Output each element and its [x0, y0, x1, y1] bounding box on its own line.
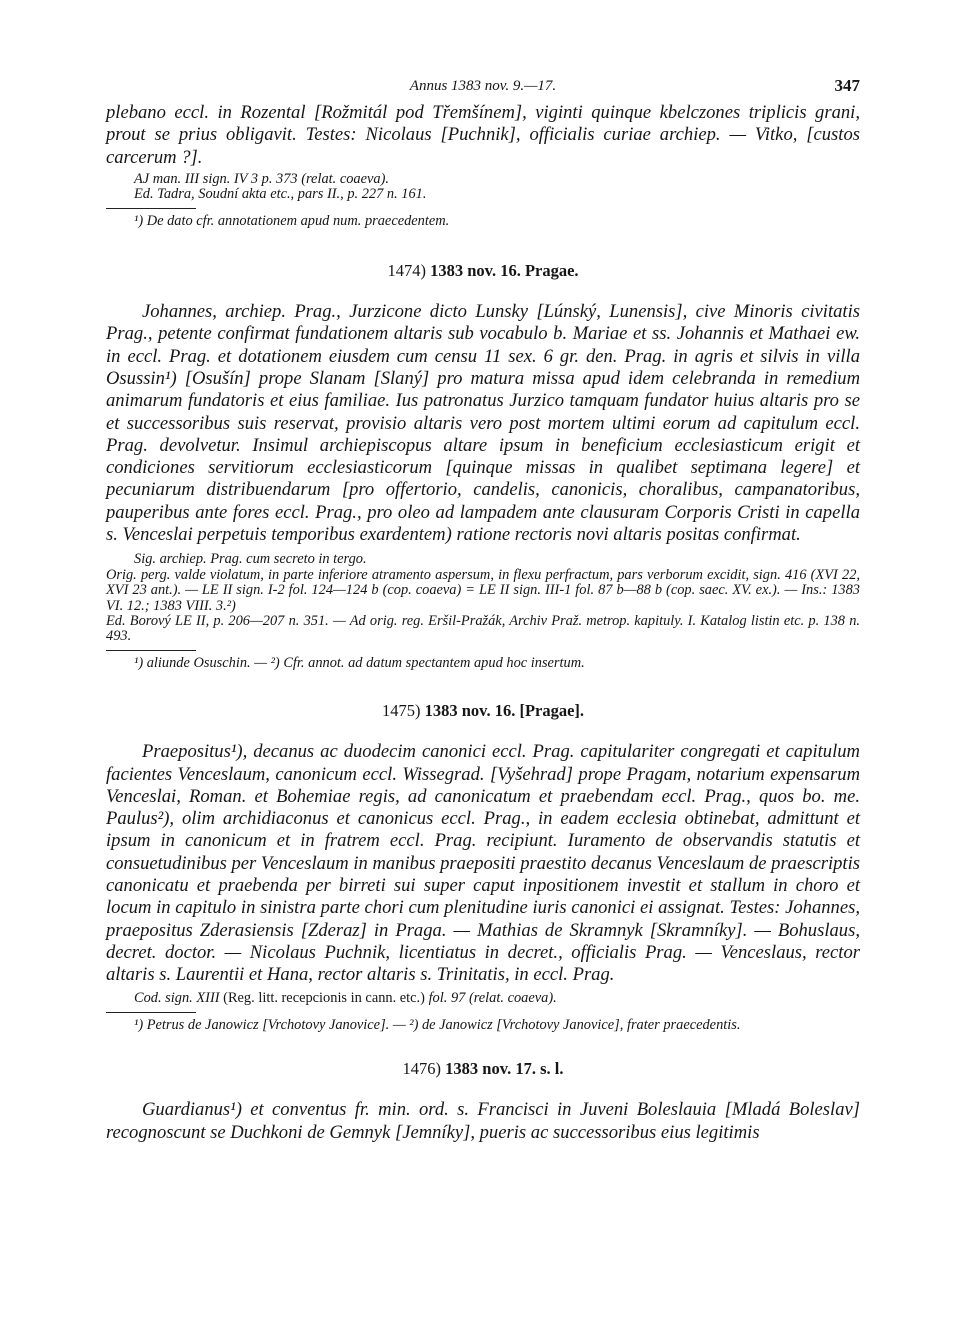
- document-heading: [106, 701, 860, 721]
- document-heading: [106, 1059, 860, 1079]
- document-1475: [106, 701, 860, 1033]
- document-text: Praepositus¹), decanus ac duodecim canonici eccl. Prag. capitulariter congregati et capitulum facientes Venceslaum, canonicum eccl. Wissegrad. [Vyšehrad] prope Pragam, notarium expensarum Venceslai, Roman. et Bohemiae regis, ad canonicatum et praebendam eccl. Prag., quos bo. me. Paulus²), olim archidiaconus et canonicus eccl. Prag., in eadem ecclesia obtinebat, admittunt et ipsum in canonicum et in fratrem eccl. Prag. recipiunt. Iuramento de observandis statutis et consuetudinibus per Venceslaum in manibus praepositi praestito decanus Venceslaum de praescriptis canonicatu et praebenda per birreti sui super caput inpositionem investit et stallum in choro et locum in capitulo in sinistra parte chori cum plenitudine iuris canonici ei assignat. Testes: Johannes, praepositus Zderasiensis [Zderaz] in Praga. — Mathias de Skramnyk [Skramníky]. — Bohuslaus, decret. doctor. — Nicolaus Puchnik, licentiatus in decret., officialis Prag. — Venceslaus, rector altaris s. Laurentii et Hana, rector altaris s. Trinitatis, in eccl. Prag.: [106, 741, 860, 986]
- document-text: plebano eccl. in Rozental [Rožmitál pod Třemšínem], viginti quinque kbelczones triplicis grani, prout se prius obligavit. Testes: Nicolaus [Puchnik], officialis curiae archiep. — Vitko, [custos carcerum ?].: [106, 102, 860, 168]
- footnote-rule: [106, 1012, 196, 1013]
- edition-note: Ed. Tadra, Soudní akta etc., pars II., p. 227 n. 161.: [134, 186, 427, 203]
- document-date: 1383 nov. 16. Pragae.: [430, 261, 579, 281]
- document-heading: [106, 261, 860, 281]
- source-register: (Reg. litt. recepcionis in cann. etc.): [223, 990, 425, 1007]
- document-number: 1475): [381, 701, 421, 721]
- page: [106, 74, 860, 1144]
- document-1474: [106, 261, 860, 671]
- document-number: 1474): [387, 261, 426, 281]
- footnote: ¹) Petrus de Janowicz [Vrchotovy Janovice]. — ²) de Janowicz [Vrchotovy Janovice], frater praecedentis.: [134, 1016, 741, 1033]
- document-date: 1383 nov. 16. [Pragae].: [424, 701, 585, 721]
- footnote: ¹) aliunde Osuschin. — ²) Cfr. annot. ad datum spectantem apud hoc insertum.: [134, 654, 585, 671]
- page-number: 347: [834, 76, 860, 95]
- source-note: AJ man. III sign. IV 3 p. 373 (relat. coaeva).: [134, 170, 389, 187]
- document-number: 1476): [402, 1059, 442, 1079]
- source-folio: fol. 97 (relat. coaeva).: [428, 990, 557, 1007]
- seal-note: Sig. archiep. Prag. cum secreto in tergo.: [134, 551, 367, 568]
- running-head: [106, 74, 860, 100]
- footnote-rule: [106, 650, 196, 651]
- document-text: Guardianus¹) et conventus fr. min. ord. s. Francisci in Juveni Boleslauia [Mladá Boleslav] recognoscunt se Duchkoni de Gemnyk [Jemníky], pueris ac successoribus eius legitimis: [106, 1099, 860, 1143]
- edition-note: Ed. Borový LE II, p. 206—207 n. 351. — Ad orig. reg. Eršil-Pražák, Archiv Praž. metrop. kapituly. I. Katalog listin etc. p. 138 n. 493.: [106, 613, 860, 645]
- footnote: ¹) De dato cfr. annotationem apud num. praecedentem.: [134, 212, 450, 229]
- document-text: Johannes, archiep. Prag., Jurzicone dicto Lunsky [Lúnský, Lunensis], cive Minoris civitatis Prag., petente confirmat fundationem altaris sub vocabulo b. Mariae et ss. Johannis et Mathaei ew. in eccl. Prag. et dotationem eiusdem cum censu 11 sex. 6 gr. den. Prag. in agris et silvis in villa Osussin¹) [Osušín] prope Slanam [Slaný] pro matura missa apud idem celebranda in remedium animarum fundatoris et eius familiae. Ius patronatus Jurzico tamquam fundator huius altaris pro se et successoribus suis reservat, provisio altaris vero post mortem ultimi eorum ad capitulum eccl. Prag. devolvetur. Insimul archiepiscopus altare ipsum in beneficium ecclesiasticum erigit et condiciones servitiorum ecclesiasticorum [quinque missas in qualibet septimana legere] et pecuniarum distribuendarum [pro offertorio, candelis, canonicis, choralibus, campanatoribus, pauperibus ante fores eccl. Prag., pro oleo ad lampadem ante clausuram Corporis Cristi in capella s. Venceslai perpetuis temporibus exardentem) ratione rectoris novi altaris positas confirmat.: [106, 301, 860, 546]
- source-note: [106, 991, 860, 1006]
- source-codex: Cod. sign. XIII: [134, 990, 220, 1007]
- document-date: 1383 nov. 17. s. l.: [445, 1059, 564, 1079]
- original-note: Orig. perg. valde violatum, in parte inferiore atramento aspersum, in flexu perfractum, pars verborum excidit, sign. 416 (XVI 22, XVI 23 ant.). — LE II sign. I-2 fol. 124—124 b (cop. coaeva) = LE II sign. III-1 fol. 87 b—88 b (cop. saec. XV. ex.). — Ins.: 1383 VI. 12.; 1383 VIII. 3.²): [106, 566, 860, 614]
- footnote-rule: [106, 208, 196, 209]
- running-head-title: Annus 1383 nov. 9.—17.: [409, 78, 557, 94]
- document-1473-end: [106, 102, 860, 229]
- document-1476: [106, 1059, 860, 1144]
